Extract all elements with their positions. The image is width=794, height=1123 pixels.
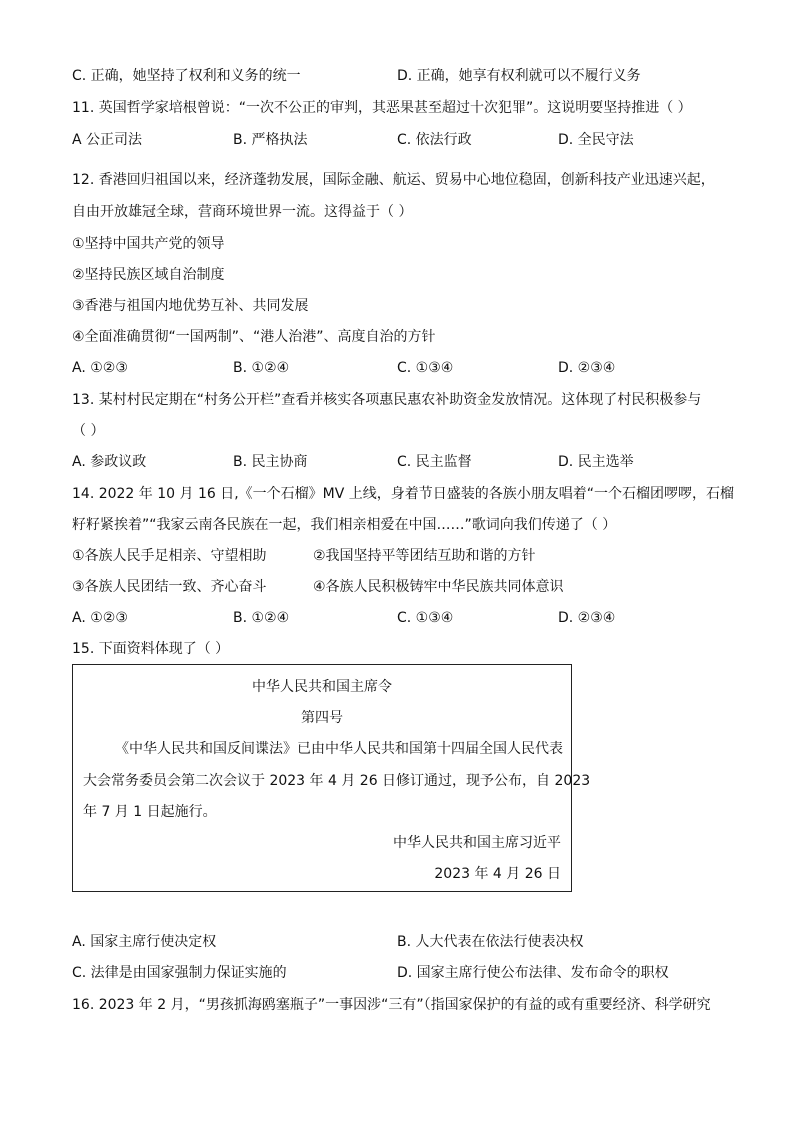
order-title: 中华人民共和国主席令	[252, 679, 392, 695]
q13-stem-line2: （ ）	[72, 423, 105, 439]
q12-stem-line1: 12. 香港回归祖国以来，经济蓬勃发展，国际金融、航运、贸易中心地位稳固，创新科技产业迅速兴起，	[72, 172, 715, 188]
q12-option-b: B. ①②④	[233, 360, 290, 376]
q10-option-c: C. 正确，她坚持了权利和义务的统一	[72, 68, 301, 84]
q15-option-b: B. 人大代表在依法行使表决权	[397, 934, 584, 950]
q14-option-d: D. ②③④	[558, 610, 616, 626]
order-text-line1: 《中华人民共和国反间谍法》已由中华人民共和国第十四届全国人民代表	[115, 741, 563, 757]
presidential-order-box	[72, 664, 591, 892]
q12-option-a: A. ①②③	[72, 360, 128, 376]
q10-option-d: D. 正确，她享有权利就可以不履行义务	[397, 68, 641, 84]
q12-statement-1: ①坚持中国共产党的领导	[72, 236, 225, 252]
q14-stem-line1: 14. 2022 年 10 月 16 日,《一个石榴》MV 上线，身着节日盛装的各族小朋友唱着“一个石榴团啰啰，石榴	[72, 486, 735, 502]
q11-option-d: D. 全民守法	[558, 132, 634, 148]
q13-stem-line1: 13. 某村村民定期在“村务公开栏”查看并核实各项惠民惠农补助资金发放情况。这体现了村民积极参与	[72, 392, 702, 408]
q14-option-c: C. ①③④	[397, 610, 454, 626]
q11-stem: 11. 英国哲学家培根曾说：“一次不公正的审判，其恶果甚至超过十次犯罪”。这说明要坚持推进（ ）	[72, 100, 692, 116]
q14-statement-3: ③各族人民团结一致、齐心奋斗	[72, 579, 267, 595]
order-text-line2: 大会常务委员会第二次会议于 2023 年 4 月 26 日修订通过，现予公布，自 2023	[83, 773, 591, 789]
q15-option-d: D. 国家主席行使公布法律、发布命令的职权	[397, 965, 669, 981]
q14-option-b: B. ①②④	[233, 610, 290, 626]
order-number: 第四号	[301, 710, 343, 726]
order-signer: 中华人民共和国主席习近平	[393, 835, 561, 851]
q14-option-a: A. ①②③	[72, 610, 128, 626]
q12-stem-line2: 自由开放雄冠全球，营商环境世界一流。这得益于（ ）	[72, 204, 413, 220]
order-text-line3: 年 7 月 1 日起施行。	[83, 804, 217, 820]
q14-statement-2: ②我国坚持平等团结互助和谐的方针	[313, 548, 536, 564]
order-date: 2023 年 4 月 26 日	[434, 866, 561, 882]
q12-option-d: D. ②③④	[558, 360, 616, 376]
q12-option-c: C. ①③④	[397, 360, 454, 376]
q15-option-c: C. 法律是由国家强制力保证实施的	[72, 965, 287, 981]
q13-option-b: B. 民主协商	[233, 454, 308, 470]
q11-option-c: C. 依法行政	[397, 132, 472, 148]
q13-option-c: C. 民主监督	[397, 454, 472, 470]
q12-statement-3: ③香港与祖国内地优势互补、共同发展	[72, 298, 309, 314]
q13-option-a: A. 参政议政	[72, 454, 147, 470]
q14-statement-1: ①各族人民手足相亲、守望相助	[72, 548, 267, 564]
q11-option-b: B. 严格执法	[233, 132, 308, 148]
q16-stem: 16. 2023 年 2 月，“男孩抓海鸥塞瓶子”一事因涉“三有”（指国家保护的有益的或有重要经济、科学研究	[72, 997, 711, 1013]
q12-statement-4: ④全面准确贯彻“一国两制”、“港人治港”、高度自治的方针	[72, 329, 436, 345]
q14-statement-4: ④各族人民积极铸牢中华民族共同体意识	[313, 579, 564, 595]
q14-stem-line2: 籽籽紧挨着”“我家云南各民族在一起，我们相亲相爱在中国……”歌词向我们传递了（ ）	[72, 517, 617, 533]
q11-option-a: A 公正司法	[72, 132, 143, 148]
q15-stem: 15. 下面资料体现了（ ）	[72, 641, 230, 657]
q13-option-d: D. 民主选举	[558, 454, 634, 470]
q12-statement-2: ②坚持民族区域自治制度	[72, 267, 225, 283]
q15-option-a: A. 国家主席行使决定权	[72, 934, 217, 950]
